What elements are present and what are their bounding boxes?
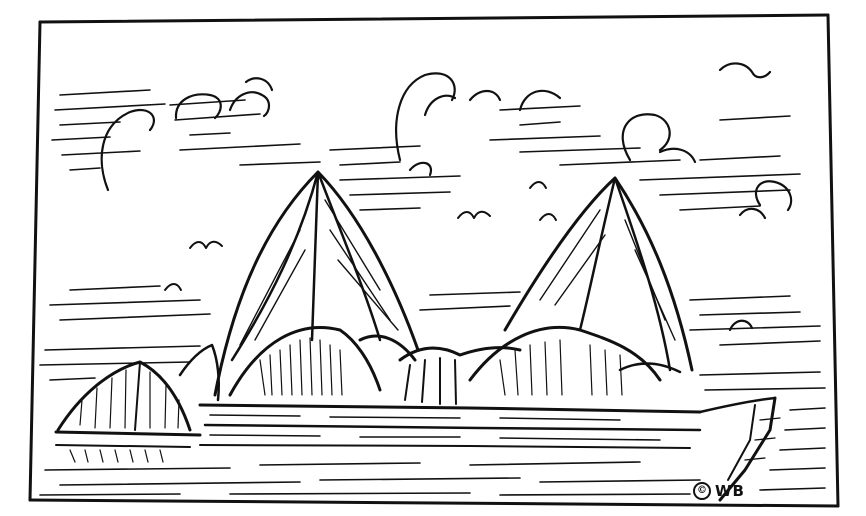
podium-platform	[56, 398, 780, 500]
frame-border	[30, 15, 838, 506]
artist-initials: WB	[715, 482, 745, 500]
left-main-shell	[215, 172, 418, 395]
copyright-symbol: ©	[693, 482, 711, 500]
right-main-shell	[470, 178, 692, 395]
sky-hatching	[50, 90, 820, 345]
small-left-shell	[58, 345, 219, 430]
seagulls	[165, 182, 556, 290]
artist-signature	[693, 478, 763, 504]
harbour-water	[40, 346, 825, 495]
